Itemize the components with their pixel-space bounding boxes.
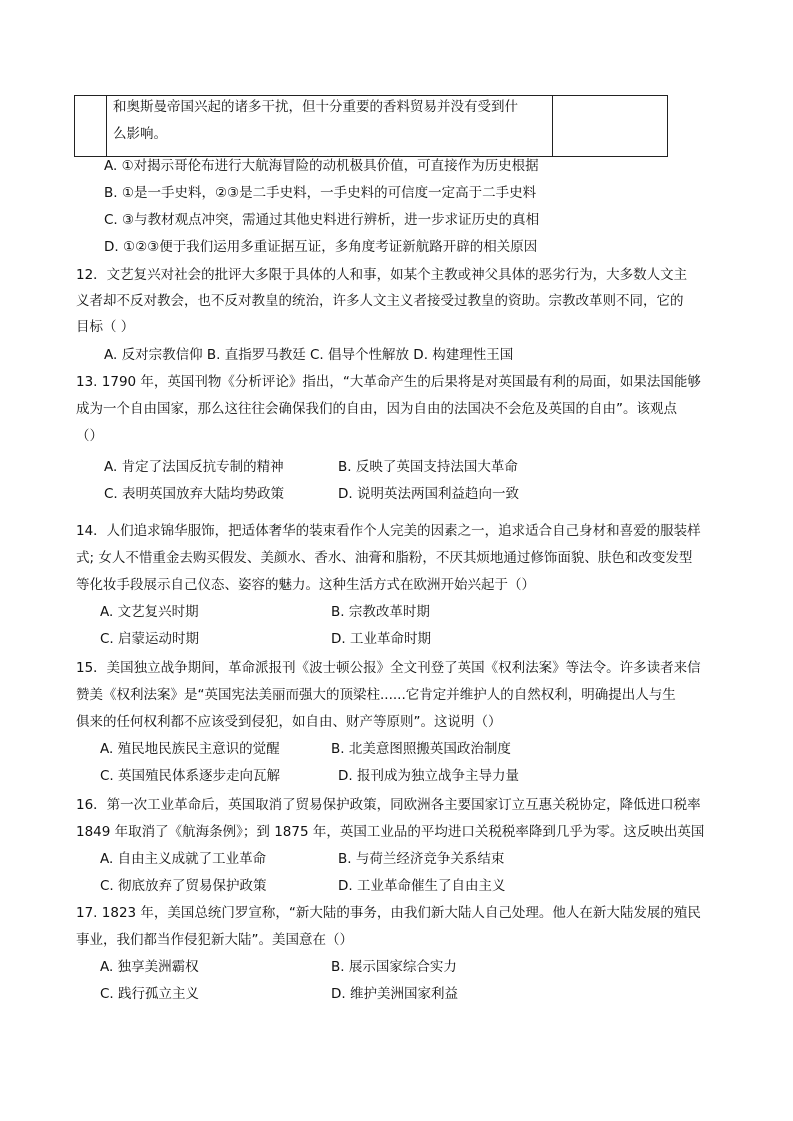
q17-stem-line: 事业，我们都当作侵犯新大陆”。美国意在（） xyxy=(76,932,353,948)
q13-option-b: B. 反映了英国支持法国大革命 xyxy=(338,459,518,475)
q14-option-a: A. 文艺复兴时期 xyxy=(100,604,199,620)
q16-option-b: B. 与荷兰经济竞争关系结束 xyxy=(338,851,505,867)
q13-option-a: A. 肯定了法国反抗专制的精神 xyxy=(104,459,284,475)
q16-option-a: A. 自由主义成就了工业革命 xyxy=(100,851,267,867)
q15-stem-line: 赞美《权利法案》是“英国宪法美丽而强大的顶梁柱......它肯定并维护人的自然权利，明确提出人与生 xyxy=(76,687,676,703)
table-cell-text-line: 和奥斯曼帝国兴起的诸多干扰，但十分重要的香料贸易并没有受到什 xyxy=(113,99,518,115)
q17-option-d: D. 维护美洲国家利益 xyxy=(331,986,458,1002)
q14-stem-line: 等化妆手段展示自己仪态、姿容的魅力。这种生活方式在欧洲开始兴起于（） xyxy=(76,577,535,593)
q17-option-c: C. 践行孤立主义 xyxy=(100,986,200,1002)
table-column-divider xyxy=(106,96,107,156)
q16-stem-line: 16．第一次工业革命后，英国取消了贸易保护政策，同欧洲各主要国家订立互惠关税协定，降低进口税率 xyxy=(76,797,701,813)
q15-option-a: A. 殖民地民族民主意识的觉醒 xyxy=(100,741,280,757)
table-column-divider xyxy=(552,96,553,156)
q14-option-b: B. 宗教改革时期 xyxy=(331,604,430,620)
q12-stem-line: 义者却不反对教会，也不反对教皇的统治，许多人文主义者接受过教皇的资助。宗教改革则不同，它的 xyxy=(76,293,684,309)
table-cell-text-line: 么影响。 xyxy=(113,126,167,142)
q17-option-a: A. 独享美洲霸权 xyxy=(100,959,199,975)
q16-stem-line: 1849 年取消了《航海条例》；到 1875 年，英国工业品的平均进口关税税率降到几乎为零。这反映出英国 xyxy=(76,824,705,840)
q13-stem-line: （） xyxy=(76,428,103,444)
q12-stem-line: 目标（ ） xyxy=(76,319,135,335)
q15-option-d: D. 报刊成为独立战争主导力量 xyxy=(338,768,519,784)
q13-option-c: C. 表明英国放弃大陆均势政策 xyxy=(104,486,285,502)
q15-option-c: C. 英国殖民体系逐步走向瓦解 xyxy=(100,768,281,784)
q14-option-c: C. 启蒙运动时期 xyxy=(100,631,200,647)
q12-stem-line: 12．文艺复兴对社会的批评大多限于具体的人和事，如某个主教或神父具体的恶劣行为，大多数人文主 xyxy=(76,267,688,283)
q11-option-b: B. ①是一手史料，②③是二手史料，一手史料的可信度一定高于二手史料 xyxy=(104,185,537,201)
q15-option-b: B. 北美意图照搬英国政治制度 xyxy=(331,741,511,757)
q13-stem-line: 成为一个自由国家，那么这往往会确保我们的自由，因为自由的法国决不会危及英国的自由”。该观点 xyxy=(76,401,677,417)
q14-option-d: D. 工业革命时期 xyxy=(331,631,431,647)
q13-stem-line: 13. 1790 年，英国刊物《分析评论》指出，“大革命产生的后果将是对英国最有利的局面，如果法国能够 xyxy=(76,374,701,390)
q12-options: A. 反对宗教信仰 B. 直指罗马教廷 C. 倡导个性解放 D. 构建理性王国 xyxy=(104,347,514,363)
q14-stem-line: 14．人们追求锦华服饰，把适体奢华的装束看作个人完美的因素之一，追求适合自己身材和喜爱的服装样 xyxy=(76,523,701,539)
q15-stem-line: 15．美国独立战争期间，革命派报刊《波士顿公报》全文刊登了英国《权利法案》等法令。许多读者来信 xyxy=(76,660,701,676)
source-table xyxy=(74,95,668,157)
q11-option-d: D. ①②③便于我们运用多重证据互证，多角度考证新航路开辟的相关原因 xyxy=(104,239,538,255)
q14-stem-line: 式; 女人不惜重金去购买假发、美颜水、香水、油膏和脂粉，不厌其烦地通过修饰面貌、肤色和改变发型 xyxy=(76,550,693,566)
q17-stem-line: 17. 1823 年，美国总统门罗宣称，“新大陆的事务，由我们新大陆人自己处理。他人在新大陆发展的殖民 xyxy=(76,905,701,921)
q16-option-d: D. 工业革命催生了自由主义 xyxy=(338,878,506,894)
q13-option-d: D. 说明英法两国利益趋向一致 xyxy=(338,486,519,502)
q16-option-c: C. 彻底放弃了贸易保护政策 xyxy=(100,878,267,894)
q11-option-c: C. ③与教材观点冲突，需通过其他史料进行辨析，进一步求证历史的真相 xyxy=(104,212,540,228)
q17-option-b: B. 展示国家综合实力 xyxy=(331,959,457,975)
q15-stem-line: 俱来的任何权利都不应该受到侵犯，如自由、财产等原则”。这说明（） xyxy=(76,714,502,730)
q11-option-a: A. ①对揭示哥伦布进行大航海冒险的动机极具价值，可直接作为历史根据 xyxy=(104,158,539,174)
